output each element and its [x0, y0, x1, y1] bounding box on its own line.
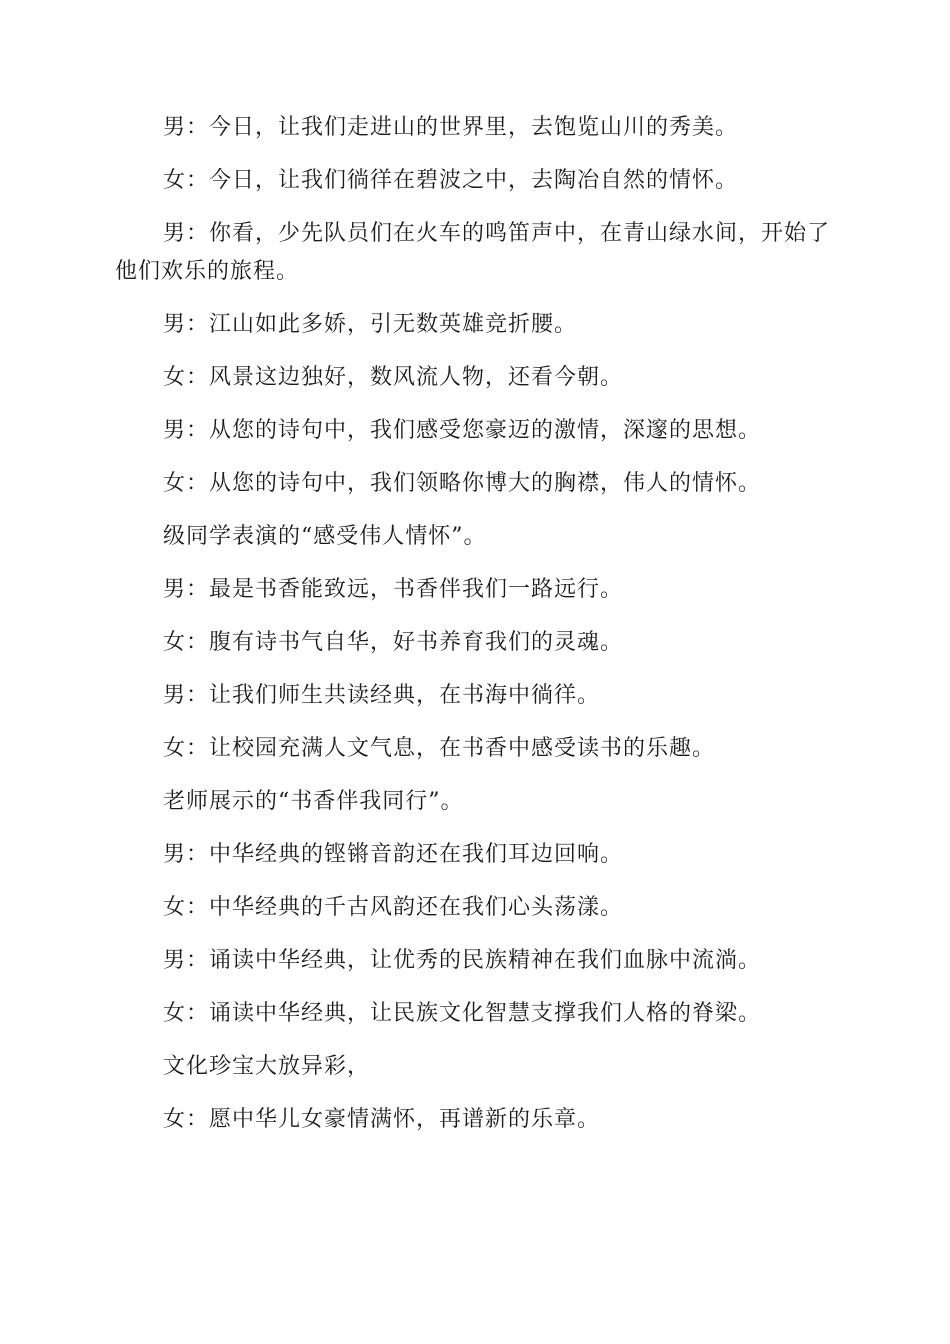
paragraph: 女：中华经典的千古风韵还在我们心头荡漾。: [163, 895, 624, 920]
paragraph: 男：今日，让我们走进山的世界里，去饱览山川的秀美。: [163, 115, 739, 140]
paragraph: 女：风景这边独好，数风流人物，还看今朝。: [163, 365, 624, 390]
paragraph: 级同学表演的“感受伟人情怀”。: [163, 524, 487, 549]
paragraph: 男：中华经典的铿锵音韵还在我们耳边回响。: [163, 842, 624, 867]
paragraph: 男：江山如此多娇，引无数英雄竞折腰。: [163, 312, 578, 337]
paragraph: 女：诵读中华经典，让民族文化智慧支撑我们人格的脊梁。: [163, 1001, 762, 1026]
paragraph: 老师展示的“书香伴我同行”。: [163, 789, 464, 814]
paragraph: 女：今日，让我们徜徉在碧波之中，去陶冶自然的情怀。: [163, 168, 739, 193]
paragraph: 女：让校园充满人文气息，在书香中感受读书的乐趣。: [163, 736, 716, 761]
paragraph: 女：从您的诗句中，我们领略你博大的胸襟，伟人的情怀。: [163, 471, 762, 496]
paragraph: 男：最是书香能致远，书香伴我们一路远行。: [163, 577, 624, 602]
paragraph: 男：让我们师生共读经典，在书海中徜徉。: [163, 683, 601, 708]
paragraph: 男：诵读中华经典，让优秀的民族精神在我们血脉中流淌。: [163, 948, 762, 973]
document-body: [115, 109, 840, 1154]
paragraph: 文化珍宝大放异彩，: [163, 1054, 371, 1079]
paragraph: 女：腹有诗书气自华，好书养育我们的灵魂。: [163, 630, 624, 655]
paragraph: 男：从您的诗句中，我们感受您豪迈的激情，深邃的思想。: [163, 418, 762, 443]
paragraph: 男：你看，少先队员们在火车的鸣笛声中，在青山绿水间，开始了他们欢乐的旅程。: [115, 221, 831, 284]
paragraph: 女：愿中华儿女豪情满怀，再谱新的乐章。: [163, 1107, 601, 1132]
